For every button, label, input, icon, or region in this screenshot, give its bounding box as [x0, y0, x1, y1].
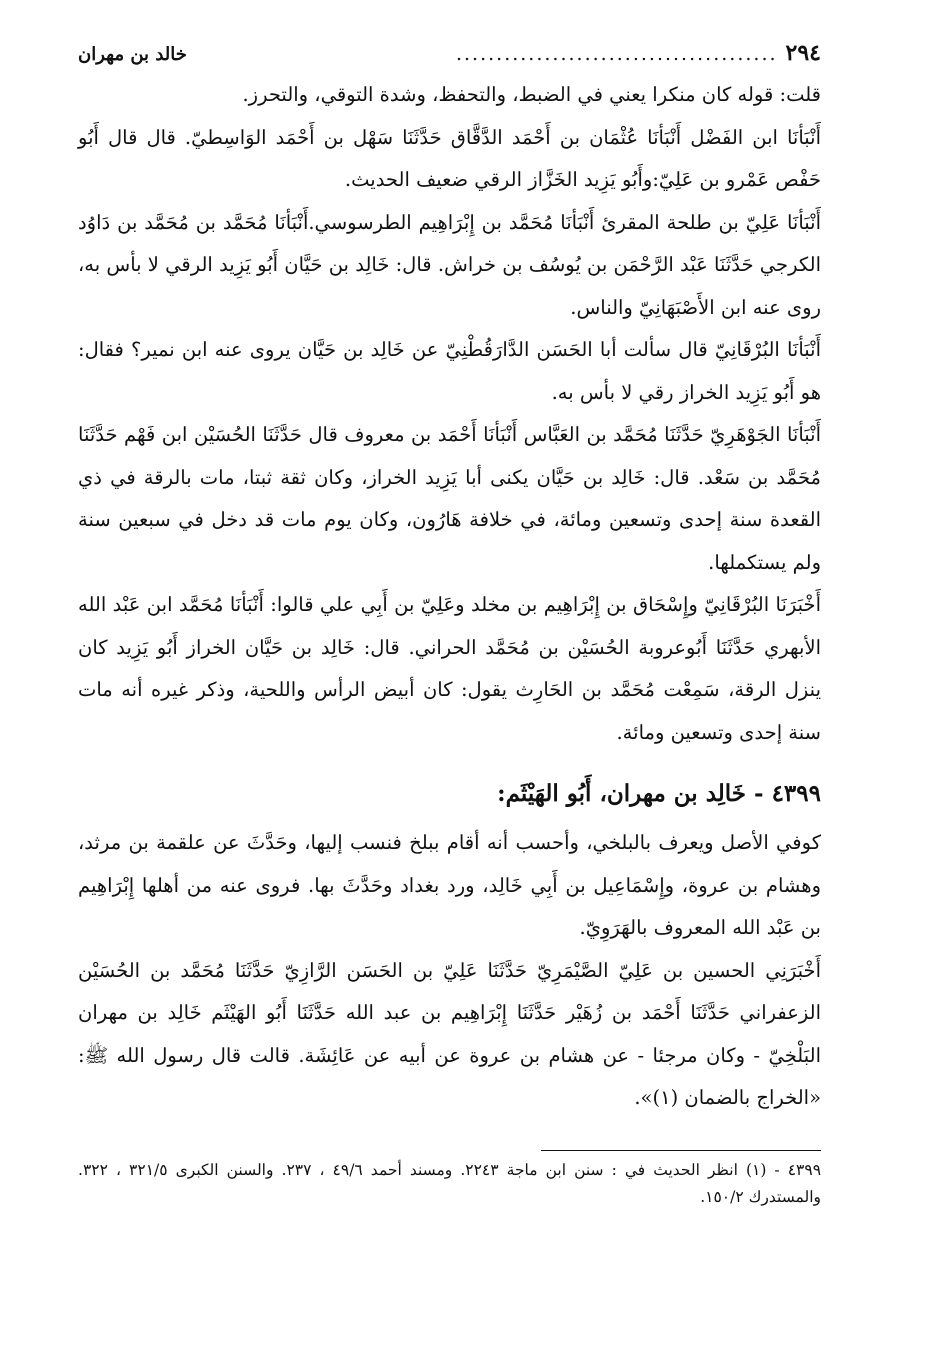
paragraph-4: أَنْبَأنَا البُرْقَانِيّ قال سألت أبا الحَسَن الدَّارَقُطْنِيّ عن خَالِد بن حَيَّان يروى عنه ابن نمير؟ فقال: هو أَبُو يَزِيد الخراز رقي لا بأس به.	[78, 338, 821, 404]
entry-heading: ٤٣٩٩ - خَالِد بن مهران، أَبُو الهَيْثَم:	[497, 780, 821, 807]
entry-paragraph-1: كوفي الأصل ويعرف بالبلخي، وأحسب أنه أقام ببلخ فنسب إليها، وحَدَّثَ عن علقمة بن مرثد، وهشام بن عروة، وإِسْمَاعِيل بن أَبِي خَالِد، ورد بغداد وحَدَّثَ بها. فروى عنه من أهلها إِبْرَاهِيم بن عَبْد الله المعروف بالهَرَوِيّ.	[78, 831, 821, 939]
running-title: خالد بن مهران	[78, 44, 187, 65]
page-number: ٢٩٤	[785, 40, 821, 66]
paragraph-2: أَنْبَأنَا ابن الفَضْل أَنْبَأنَا عُثْمَان بن أَحْمَد الدَّقَّاق حَدَّثَنَا سَهْل بن أَحْمَد الوَاسِطيّ. قال قال أَبُو حَفْص عَمْرو بن عَلِيّ:وأَبُو يَزِيد الخَزَّاز الرقي ضعيف الحديث.	[78, 125, 821, 191]
leader-dots: ........................................	[455, 43, 778, 65]
footnote-separator	[541, 1150, 821, 1151]
footnote: ٤٣٩٩ - (١) انظر الحديث في : سنن ابن ماجة ٢٢٤٣. ومسند أحمد ٤٩/٦ ، ٢٣٧. والسنن الكبرى ٣٢١/٥ ، ٣٢٢. والمستدرك ١٥٠/٢.	[78, 1160, 822, 1206]
paragraph-5: أَنْبَأنَا الجَوْهَرِيّ حَدَّثَنَا مُحَمَّد بن العَبَّاس أَنْبَأنَا أَحْمَد بن معروف قال حَدَّثَنَا الحُسَيْن ابن فَهْم حَدَّثَنَا مُحَمَّد بن سَعْد. قال: خَالِد بن حَيَّان يكنى أبا يَزِيد الخراز، وكان ثقة ثبتا، مات بالرقة في ذي القعدة سنة إحدى وتسعين ومائة، في خلافة هَارُون، وكان يوم مات قد دخل في سبعين سنة ولم يستكملها.	[78, 423, 821, 574]
entry-paragraph-2: أَخْبَرَنِي الحسين بن عَلِيّ الصَّيْمَرِيّ حَدَّثَنَا عَلِيّ بن الحَسَن الرَّازِيّ حَدَّثَنَا مُحَمَّد بن الحُسَيْن الزعفراني حَدَّثَنَا أَحْمَد بن زُهَيْر حَدَّثَنَا إِبْرَاهِيم بن عبد الله حَدَّثَنَا أَبُو الهَيْثَم خَالِد بن مهران البَلْخِيّ - وكان مرجئا - عن هشام بن عروة عن أبيه عن عَائِشَة. قالت قال رسول الله ﷺ: «الخراج بالضمان (١)».	[78, 958, 821, 1109]
paragraph-1: قلت: قوله كان منكرا يعني في الضبط، والتحفظ، وشدة التوقي، والتحرز.	[242, 83, 821, 106]
paragraph-3: أَنْبَأنَا عَلِيّ بن طلحة المقرئ أَنْبَأنَا مُحَمَّد بن إِبْرَاهِيم الطرسوسي.أَنْبَأنَا مُحَمَّد بن مُحَمَّد بن دَاوُد الكرجي حَدَّثَنَا عَبْد الرَّحْمَن بن يُوسُف بن خراش. قال: خَالِد بن حَيَّان أَبُو يَزِيد الرقي لا بأس به، روى عنه ابن الأَصْبَهَانِيّ والناس.	[78, 210, 821, 319]
running-header	[78, 40, 821, 74]
paragraph-6: أَخْبَرَنَا البُرْقَانِيّ وإِسْحَاق بن إِبْرَاهِيم بن مخلد وعَلِيّ بن أَبِي علي قالوا: أَنْبَأنَا مُحَمَّد ابن عَبْد الله الأبهري حَدَّثَنَا أَبُوعروبة الحُسَيْن بن مُحَمَّد الحراني. قال: خَالِد بن حَيَّان الخراز أَبُو يَزِيد كان ينزل الرقة، سَمِعْت مُحَمَّد بن الحَارِث يقول: كان أبيض الرأس واللحية، وذكر غيره أنه مات سنة إحدى وتسعين ومائة.	[78, 593, 821, 744]
page-body	[78, 74, 821, 1120]
